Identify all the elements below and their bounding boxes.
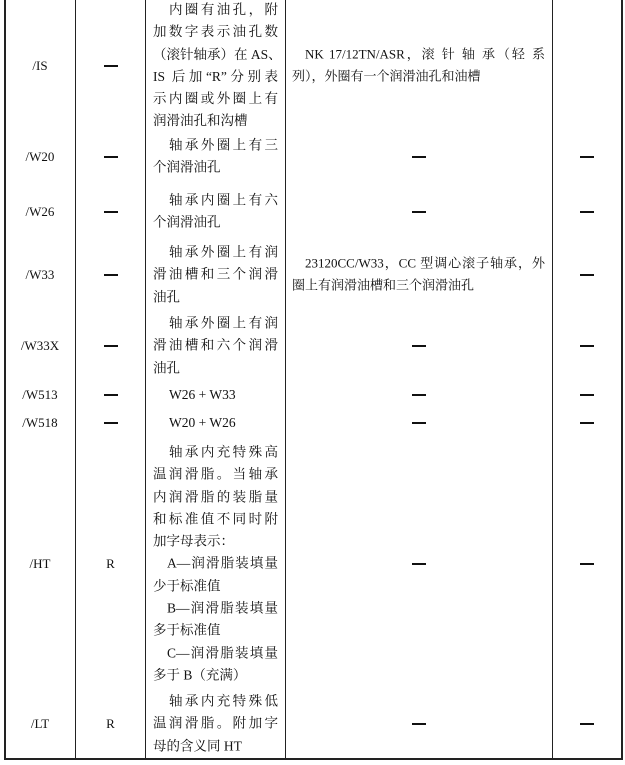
text-line: 轴承内充特殊低: [169, 693, 278, 709]
text-line: W26 + W33: [169, 386, 236, 402]
dash-mark: [104, 65, 118, 67]
table-row: [0, 690, 625, 758]
suffix-code-cell: [5, 0, 75, 134]
cell-text: /W33: [25, 267, 55, 282]
description-cell: [153, 312, 278, 380]
dash-mark: [580, 723, 594, 725]
example-cell: [292, 312, 545, 380]
note-cell: [553, 690, 621, 758]
text-line: 母的含义同 HT: [153, 738, 242, 754]
cell-text: /LT: [30, 716, 50, 731]
alt-code-cell: [76, 384, 145, 406]
note-cell: [553, 0, 621, 134]
note-cell: [553, 412, 621, 434]
text-line: 油孔: [153, 289, 180, 305]
example-cell: [292, 412, 545, 434]
cell-text: [153, 313, 278, 380]
text-line: 滑油槽和三个润滑: [153, 266, 278, 282]
cell-text: [292, 44, 545, 89]
cell-text: [153, 0, 282, 133]
cell-text: /W518: [22, 415, 58, 430]
text-line: 列），外圈有一个润滑油孔和油槽: [292, 69, 481, 84]
dash-mark: [412, 422, 426, 424]
dash-mark: [104, 345, 118, 347]
text-line: NK 17/12TN/ASR，滚 针 轴 承（轻 系: [305, 46, 545, 62]
alt-code-cell: [76, 440, 145, 688]
cell-text: [153, 691, 278, 758]
text-line: A—润滑脂装填量: [167, 555, 278, 571]
alt-code-cell: [76, 0, 145, 134]
cell-text: [153, 242, 278, 309]
alt-code-cell: [76, 412, 145, 434]
table-row: [0, 312, 625, 380]
suffix-code-cell: [5, 188, 75, 236]
dash-mark: [104, 394, 118, 396]
table-row: [0, 188, 625, 236]
cell-text: [153, 441, 278, 686]
cell-text: [292, 253, 545, 298]
text-line: 轴承内圈上有六: [169, 192, 278, 208]
table-row: [0, 0, 625, 134]
description-cell: [153, 133, 278, 181]
text-line: 轴承内充特殊高: [169, 444, 278, 460]
cell-text: /IS: [32, 58, 48, 73]
note-cell: [553, 188, 621, 236]
dash-mark: [104, 422, 118, 424]
alt-code-cell: [76, 133, 145, 181]
table-border-bottom: [4, 758, 622, 760]
alt-code-cell: [76, 241, 145, 309]
alt-code-cell: [76, 312, 145, 380]
cell-text: [153, 384, 278, 406]
text-line: 少于标准值: [153, 578, 221, 594]
dash-mark: [412, 211, 426, 213]
text-line: 多于 B（充满）: [153, 667, 247, 683]
dash-mark: [412, 394, 426, 396]
text-line: 内润滑脂的装脂量: [153, 488, 278, 504]
dash-mark: [412, 563, 426, 565]
text-line: 滑油槽和六个润滑: [153, 337, 278, 353]
example-cell: [292, 440, 545, 688]
dash-mark: [580, 422, 594, 424]
text-line: 加字母表示：: [153, 533, 234, 549]
description-cell: [153, 384, 278, 406]
example-cell: [292, 690, 545, 758]
text-line: 温润滑脂。附加字: [153, 715, 278, 731]
text-line: IS 后加“R”分别表: [153, 69, 278, 84]
example-cell: [292, 0, 545, 134]
cell-text: /W33X: [20, 338, 60, 353]
text-line: 示内圈或外圈上有: [153, 91, 278, 107]
text-line: 个润滑油孔: [153, 215, 221, 230]
description-cell: [153, 0, 282, 134]
example-cell: [292, 188, 545, 236]
text-line: 润滑油孔和沟槽: [153, 113, 248, 129]
text-line: 多于标准值: [153, 622, 221, 638]
dash-mark: [580, 156, 594, 158]
suffix-code-cell: [5, 312, 75, 380]
dash-mark: [580, 345, 594, 347]
text-line: 和标准值不同时附: [153, 511, 278, 527]
description-cell: [153, 690, 278, 758]
dash-mark: [104, 211, 118, 213]
cell-text: R: [106, 556, 115, 571]
suffix-code-cell: [5, 440, 75, 688]
suffix-code-cell: [5, 412, 75, 434]
text-line: 圈上有润滑油槽和三个润滑油孔: [292, 278, 475, 293]
text-line: 轴承外圈上有润: [169, 244, 278, 260]
text-line: 加数字表示油孔数: [153, 24, 278, 40]
text-line: 轴承外圈上有三: [169, 137, 278, 153]
example-cell: [292, 384, 545, 406]
dash-mark: [412, 345, 426, 347]
description-cell: [153, 412, 278, 434]
text-line: B—润滑脂装填量: [167, 600, 278, 616]
note-cell: [553, 133, 621, 181]
table-row: [0, 133, 625, 181]
dash-mark: [412, 156, 426, 158]
note-cell: [553, 384, 621, 406]
suffix-code-cell: [5, 690, 75, 758]
cell-text: [153, 135, 278, 180]
text-line: 温润滑脂。当轴承: [153, 466, 278, 482]
text-line: 油孔: [153, 360, 180, 376]
table-row: [0, 440, 625, 688]
cell-text: [153, 190, 278, 235]
dash-mark: [104, 274, 118, 276]
cell-text: /W26: [25, 204, 55, 219]
dash-mark: [580, 394, 594, 396]
dash-mark: [412, 723, 426, 725]
alt-code-cell: [76, 690, 145, 758]
example-cell: [292, 133, 545, 181]
table-row: [0, 412, 625, 434]
suffix-code-cell: [5, 133, 75, 181]
text-line: （滚针轴承）在 AS、: [153, 46, 282, 62]
alt-code-cell: [76, 188, 145, 236]
description-cell: [153, 188, 278, 236]
cell-text: R: [106, 716, 115, 731]
text-line: W20 + W26: [169, 414, 236, 430]
example-cell: [292, 241, 545, 309]
suffix-code-cell: [5, 384, 75, 406]
note-cell: [553, 440, 621, 688]
suffix-code-cell: [5, 241, 75, 309]
text-line: 23120CC/W33，CC 型调心滚子轴承，外: [305, 255, 545, 271]
table-row: [0, 384, 625, 406]
description-cell: [153, 241, 278, 309]
cell-text: [153, 412, 278, 434]
description-cell: [153, 440, 278, 688]
dash-mark: [580, 211, 594, 213]
dash-mark: [580, 563, 594, 565]
text-line: C—润滑脂装填量: [167, 645, 278, 661]
cell-text: /W513: [22, 387, 58, 402]
dash-mark: [580, 274, 594, 276]
note-cell: [553, 241, 621, 309]
dash-mark: [104, 156, 118, 158]
cell-text: /W20: [25, 149, 55, 164]
note-cell: [553, 312, 621, 380]
text-line: 个润滑油孔: [153, 160, 221, 175]
text-line: 内圈有油孔，附: [169, 2, 278, 18]
text-line: 轴承外圈上有润: [169, 315, 278, 331]
cell-text: /HT: [29, 556, 51, 571]
table-row: [0, 241, 625, 309]
